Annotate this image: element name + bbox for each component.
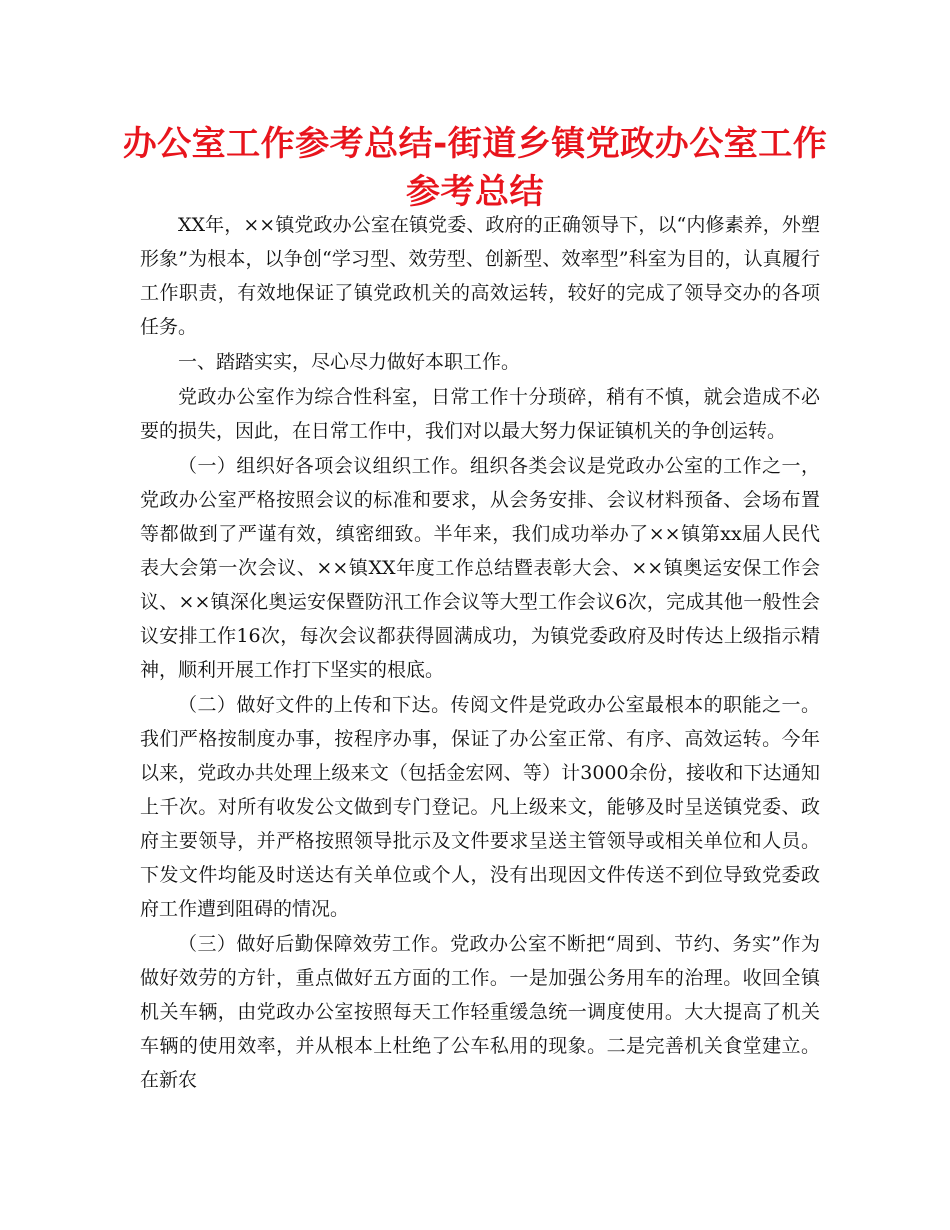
paragraph-section-heading: 一、踏踏实实，尽心尽力做好本职工作。 (178, 351, 521, 373)
document-body (140, 208, 820, 1098)
paragraph-item-2: （二）做好文件的上传和下达。传阅文件是党政办公室最根本的职能之一。我们严格按制度办事，按程序办事，保证了办公室正常、有序、高效运转。今年以来，党政办共处理上级来文（包括金宏网、等）计3000余份，接收和下达通知上千次。对所有收发公文做到专门登记。凡上级来文，能够及时呈送镇党委、政府主要领导，并严格按照领导批示及文件要求呈送主管领导或相关单位和人员。下发文件均能及时送达有关单位或个人，没有出现因文件传送不到位导致党委政府工作遭到阻碍的情况。 (140, 694, 820, 920)
paragraph-item-1: （一）组织好各项会议组织工作。组织各类会议是党政办公室的工作之一，党政办公室严格按照会议的标准和要求，从会务安排、会议材料预备、会场布置等都做到了严谨有效，缜密细致。半年来，我们成功举办了××镇第xx届人民代表大会第一次会议、××镇XX年度工作总结暨表彰大会、××镇奥运安保工作会议、××镇深化奥运安保暨防汛工作会议等大型工作会议6次，完成其他一般性会议安排工作16次，每次会议都获得圆满成功，为镇党委政府及时传达上级指示精神，顺利开展工作打下坚实的根底。 (140, 455, 820, 681)
paragraph-intro: XX年，××镇党政办公室在镇党委、政府的正确领导下，以“内修素养，外塑形象”为根本，以争创“学习型、效劳型、创新型、效率型”科室为目的，认真履行工作职责，有效地保证了镇党政机关的高效运转，较好的完成了领导交办的各项任务。 (140, 214, 820, 338)
paragraph-overview: 党政办公室作为综合性科室，日常工作十分琐碎，稍有不慎，就会造成不必要的损失，因此，在日常工作中，我们对以最大努力保证镇机关的争创运转。 (140, 386, 820, 442)
document-title: 办公室工作参考总结-街道乡镇党政办公室工作参考总结 (122, 124, 828, 212)
paragraph-item-3: （三）做好后勤保障效劳工作。党政办公室不断把“周到、节约、务实”作为做好效劳的方针，重点做好五方面的工作。一是加强公务用车的治理。收回全镇机关车辆，由党政办公室按照每天工作轻重缓急统一调度使用。大大提高了机关车辆的使用效率，并从根本上杜绝了公车私用的现象。二是完善机关食堂建立。在新农 (140, 933, 820, 1091)
